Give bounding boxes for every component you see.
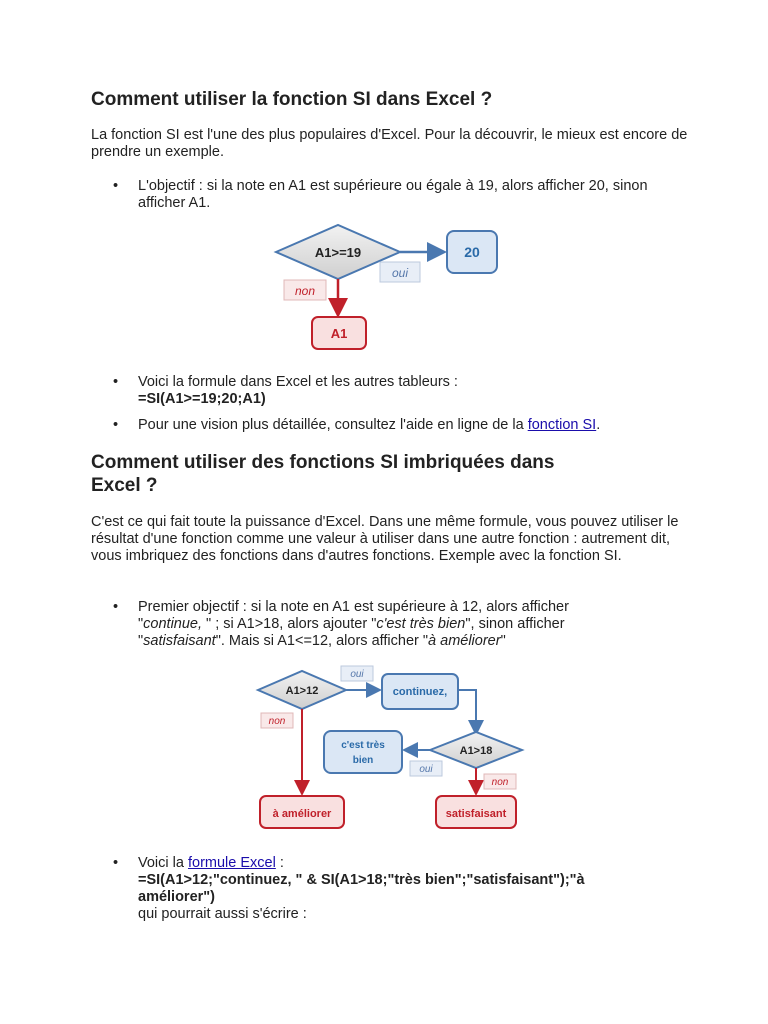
bullet-text: Voici la bbox=[138, 855, 188, 871]
non-label-2: non bbox=[491, 777, 509, 788]
italic-part: satisfaisant bbox=[143, 633, 216, 649]
text-part: " ; si A1>18, alors ajouter " bbox=[206, 616, 377, 632]
list-item bbox=[113, 417, 698, 434]
italic-part: continue, bbox=[143, 616, 207, 632]
bullet-icon: • bbox=[113, 599, 119, 615]
oui-label: oui bbox=[391, 266, 409, 280]
fonction-si-link[interactable]: fonction SI bbox=[527, 417, 597, 433]
text-part: " bbox=[500, 633, 506, 649]
flowchart-si bbox=[262, 218, 512, 356]
list-item bbox=[113, 374, 698, 408]
bullet-text: Voici la formule dans Excel et les autres tableurs : bbox=[138, 374, 458, 390]
formula-line1: =SI(A1>12;"continuez, " & SI(A1>18;"très bien";"satisfaisant");"à bbox=[138, 872, 585, 888]
text-part: ". Mais si A1<=12, alors afficher " bbox=[215, 633, 429, 649]
section2-heading-line2: Excel ? bbox=[91, 475, 158, 496]
formula-line2: améliorer") bbox=[138, 889, 215, 905]
bullet-text-end: : bbox=[275, 855, 284, 871]
ameliorer-label: à améliorer bbox=[272, 808, 332, 820]
bullet-icon: • bbox=[113, 178, 119, 194]
continuez-label: continuez, bbox=[392, 686, 448, 698]
cond1-label: A1>12 bbox=[285, 685, 319, 697]
section1-intro: La fonction SI est l'une des plus populaires d'Excel. Pour la découvrir, le mieux est encore de prendre un exemple. bbox=[91, 127, 688, 160]
bullet-tail: qui pourrait aussi s'écrire : bbox=[138, 906, 307, 922]
list-item bbox=[113, 178, 698, 212]
bullet-text: L'objectif : si la note en A1 est supérieure ou égale à 19, alors afficher 20, sinon afficher A1. bbox=[138, 178, 648, 211]
section2-intro: C'est ce qui fait toute la puissance d'Excel. Dans une même formule, vous pouvez utiliser le résultat d'une fonction comme une valeur à utiliser dans une autre fonction : autrement dit, vous imbriquez des fonctions dans d'autres fonctions. Exemple avec la fonction SI. bbox=[91, 514, 679, 564]
section2-heading bbox=[91, 451, 554, 497]
bullet-text-end: . bbox=[596, 417, 601, 433]
list-item bbox=[113, 855, 638, 923]
bullet-icon: • bbox=[113, 417, 119, 433]
text-part: Premier objectif : si la note en A1 est supérieure à 12, alors afficher " bbox=[138, 599, 569, 632]
bullet-icon: • bbox=[113, 374, 119, 390]
condition-label: A1>=19 bbox=[314, 245, 362, 260]
italic-part: c'est très bien bbox=[376, 616, 466, 632]
oui-label-2: oui bbox=[419, 764, 433, 775]
box-tres-bien bbox=[324, 731, 402, 773]
flowchart-si-imbrique bbox=[250, 662, 535, 838]
bullet-text: Pour une vision plus détaillée, consultez l'aide en ligne de la bbox=[138, 417, 528, 433]
tres-bien-line2: bien bbox=[352, 755, 374, 766]
text-part: ", sinon afficher " bbox=[138, 616, 565, 649]
oui-label-1: oui bbox=[350, 669, 364, 680]
satisfaisant-label: satisfaisant bbox=[445, 808, 507, 820]
non-label-1: non bbox=[268, 716, 286, 727]
bullet-icon: • bbox=[113, 855, 119, 871]
italic-part: à améliorer bbox=[428, 633, 501, 649]
non-label: non bbox=[294, 284, 316, 298]
section1-heading: Comment utiliser la fonction SI dans Excel ? bbox=[91, 89, 493, 110]
no-value: A1 bbox=[330, 326, 348, 341]
tres-bien-line1: c'est très bbox=[341, 740, 385, 751]
section2-heading-line1: Comment utiliser des fonctions SI imbriquées dans bbox=[91, 452, 555, 473]
yes-value: 20 bbox=[464, 244, 480, 260]
cond2-label: A1>18 bbox=[459, 745, 493, 757]
list-item bbox=[113, 599, 613, 650]
connector-arrow bbox=[458, 690, 476, 732]
formula: =SI(A1>=19;20;A1) bbox=[138, 391, 266, 407]
formule-excel-link[interactable]: formule Excel bbox=[187, 855, 276, 871]
